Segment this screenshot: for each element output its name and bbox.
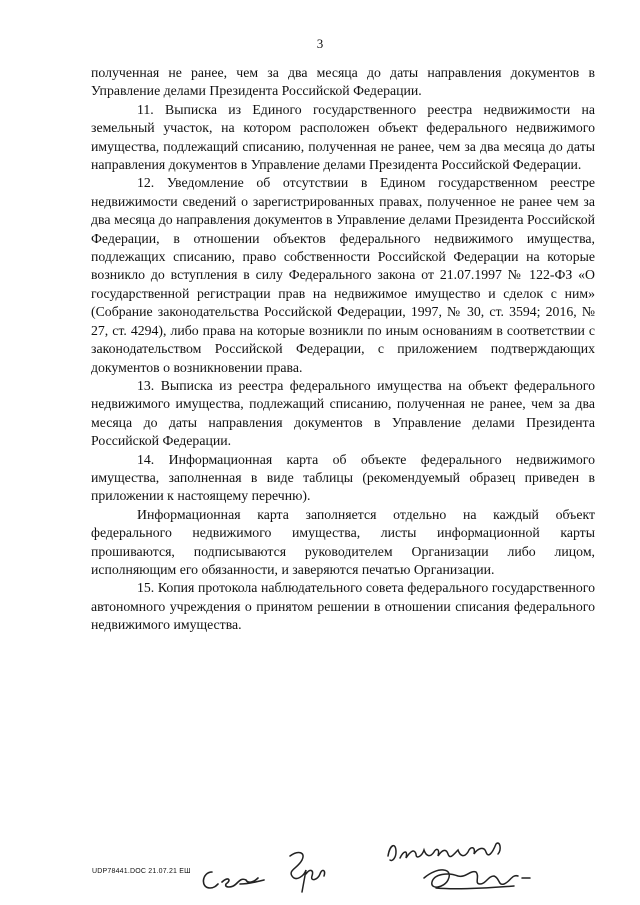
- page-number: 3: [316, 36, 324, 51]
- paragraph-info-card: Информационная карта заполняется отдельно на каждый объект федерального недвижимого имущества, листы информационной карты прошиваются, подписываются руководителем Организации либо лицом, исполняющим его обязанности, и заверяются печатью Организации.: [91, 506, 595, 577]
- paragraph-item-13: 13. Выписка из реестра федерального имущества на объект федерального недвижимого имущества, подлежащий списанию, полученная не ранее, чем за два месяца до даты направления документов в Управление делами Президента Российской Федерации.: [91, 377, 595, 449]
- paragraph-item-11: 11. Выписка из Единого государственного реестра недвижимости на земельный участок, на котором расположен объект федерального недвижимого имущества, подлежащий списанию, полученная не ранее, чем за два месяца до даты направления документов в Управление делами Президента Российской Федерации.: [91, 101, 595, 173]
- paragraph-continuation: полученная не ранее, чем за два месяца до даты направления документов в Управление делами Президента Российской Федерации.: [91, 65, 595, 99]
- paragraph-item-15: 15. Копия протокола наблюдательного совета федерального государственного автономного учреждения о принятом решении в отношении списания федерального недвижимого имущества.: [91, 580, 595, 633]
- handwritten-signature-2: [418, 858, 538, 898]
- paragraph-item-12: 12. Уведомление об отсутствии в Едином государственном реестре недвижимости сведений о зарегистрированных правах, полученное не ранее чем за два месяца до направления документов в Управление делами Президента Российской Федерации, в отношении объектов федерального недвижимого имущества, подлежащих списанию, право собственности Российской Федерации на которые возникло до вступления в силу Федерального закона от 21.07.1997 № 122-ФЗ «О государственной регистрации прав на недвижимое имущество и сделок с ним» (Собрание законодательства Российской Федерации, 1997, № 30, ст. 3594; 2016, № 27, ст. 4294), либо права на которые возникли по иным основаниям в соответствии с законодательством Российской Федерации, с приложением подтверждающих документов о возникновении права.: [91, 175, 595, 375]
- handwritten-initials-1: [196, 858, 276, 896]
- document-body: [91, 64, 595, 635]
- handwritten-signature-1: [280, 846, 336, 898]
- footer-document-code: UDP78441.DOC 21.07.21 ЕШ: [92, 868, 191, 875]
- paragraph-item-14: 14. Информационная карта об объекте федерального недвижимого имущества, заполненная в виде таблицы (рекомендуемый образец приведен в приложении к настоящему перечню).: [91, 451, 595, 504]
